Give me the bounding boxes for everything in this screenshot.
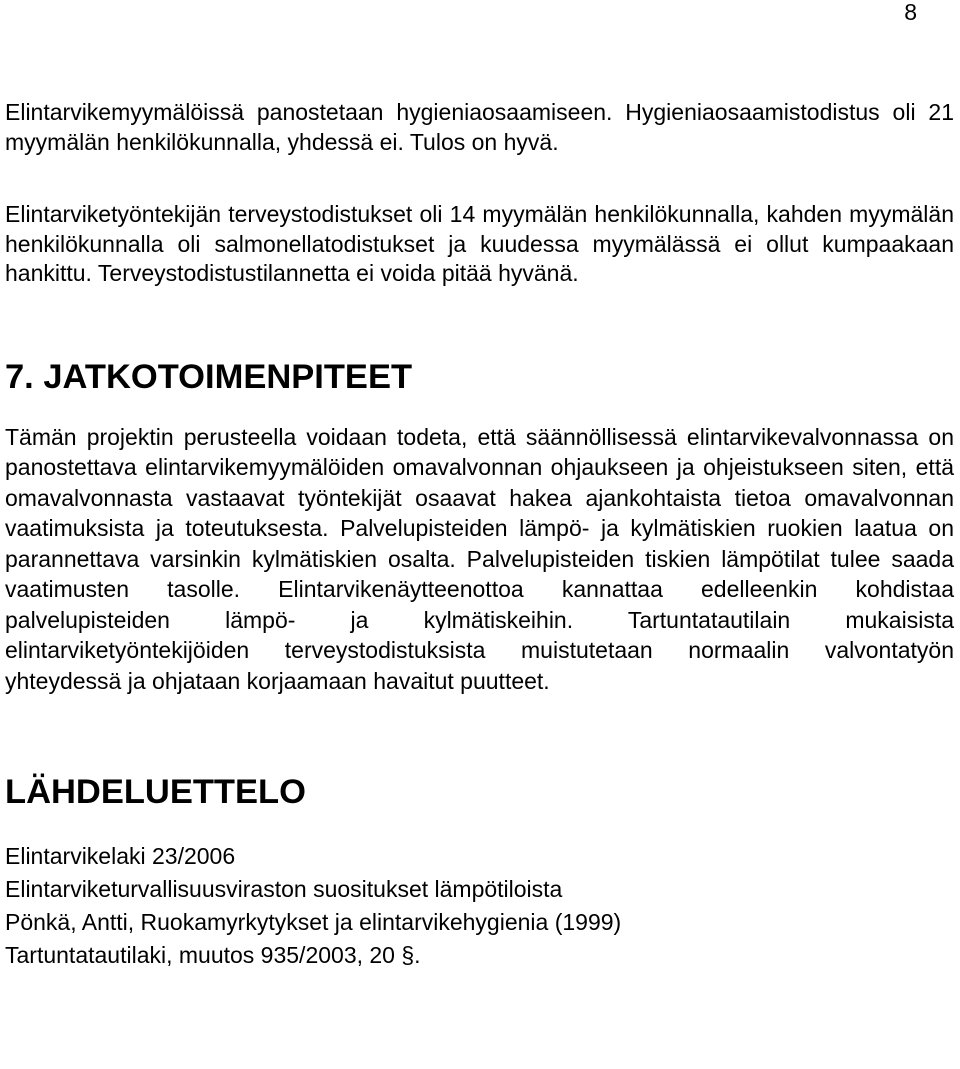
document-body <box>5 98 954 972</box>
reference-item: Tartuntatautilaki, muutos 935/2003, 20 §. <box>5 942 421 968</box>
references-list <box>5 840 954 972</box>
page-number: 8 <box>904 0 917 25</box>
hygiene-paragraph: Elintarvikemyymälöissä panostetaan hygieniaosaamiseen. Hygieniaosaamistodistus oli 21 myymälän henkilökunnalla, yhdessä ei. Tulos on hyvä. <box>5 99 954 155</box>
reference-item: Pönkä, Antti, Ruokamyrkytykset ja elintarvikehygienia (1999) <box>5 909 622 935</box>
reference-item: Elintarvikelaki 23/2006 <box>5 843 236 869</box>
references-heading: LÄHDELUETTELO <box>5 773 306 811</box>
reference-item: Elintarviketurvallisuusviraston suositukset lämpötiloista <box>5 876 563 902</box>
section-heading-jatkotoimenpiteet: 7. JATKOTOIMENPITEET <box>5 357 413 396</box>
follow-up-paragraph: Tämän projektin perusteella voidaan todeta, että säännöllisessä elintarvikevalvonnassa on panostettava elintarvikemyymälöiden omavalvonnan ohjaukseen ja ohjeistukseen siten, että omavalvonnasta vastaavat työntekijät osaavat hakea ajankohtaista tietoa omavalvonnan vaatimuksista ja toteutuksesta. Palvelupisteiden lämpö- ja kylmätiskien ruokien laatua on parannettava varsinkin kylmätiskien osalta. Palvelupisteiden tiskien lämpötilat tulee saada vaatimusten tasolle. Elintarvikenäytteenottoa kannattaa edelleenkin kohdistaa palvelupisteiden lämpö- ja kylmätiskeihin. Tartuntatautilain mukaisista elintarviketyöntekijöiden terveystodistuksista muistutetaan normaalin valvontatyön yhteydessä ja ohjataan korjaamaan havaitut puutteet. <box>5 423 954 694</box>
health-certificate-paragraph: Elintarviketyöntekijän terveystodistukset oli 14 myymälän henkilökunnalla, kahden myymälän henkilökunnalla oli salmonellatodistukset ja kuudessa myymälässä ei ollut kumpaakaan hankittu. Terveystodistustilannetta ei voida pitää hyvänä. <box>5 201 954 286</box>
